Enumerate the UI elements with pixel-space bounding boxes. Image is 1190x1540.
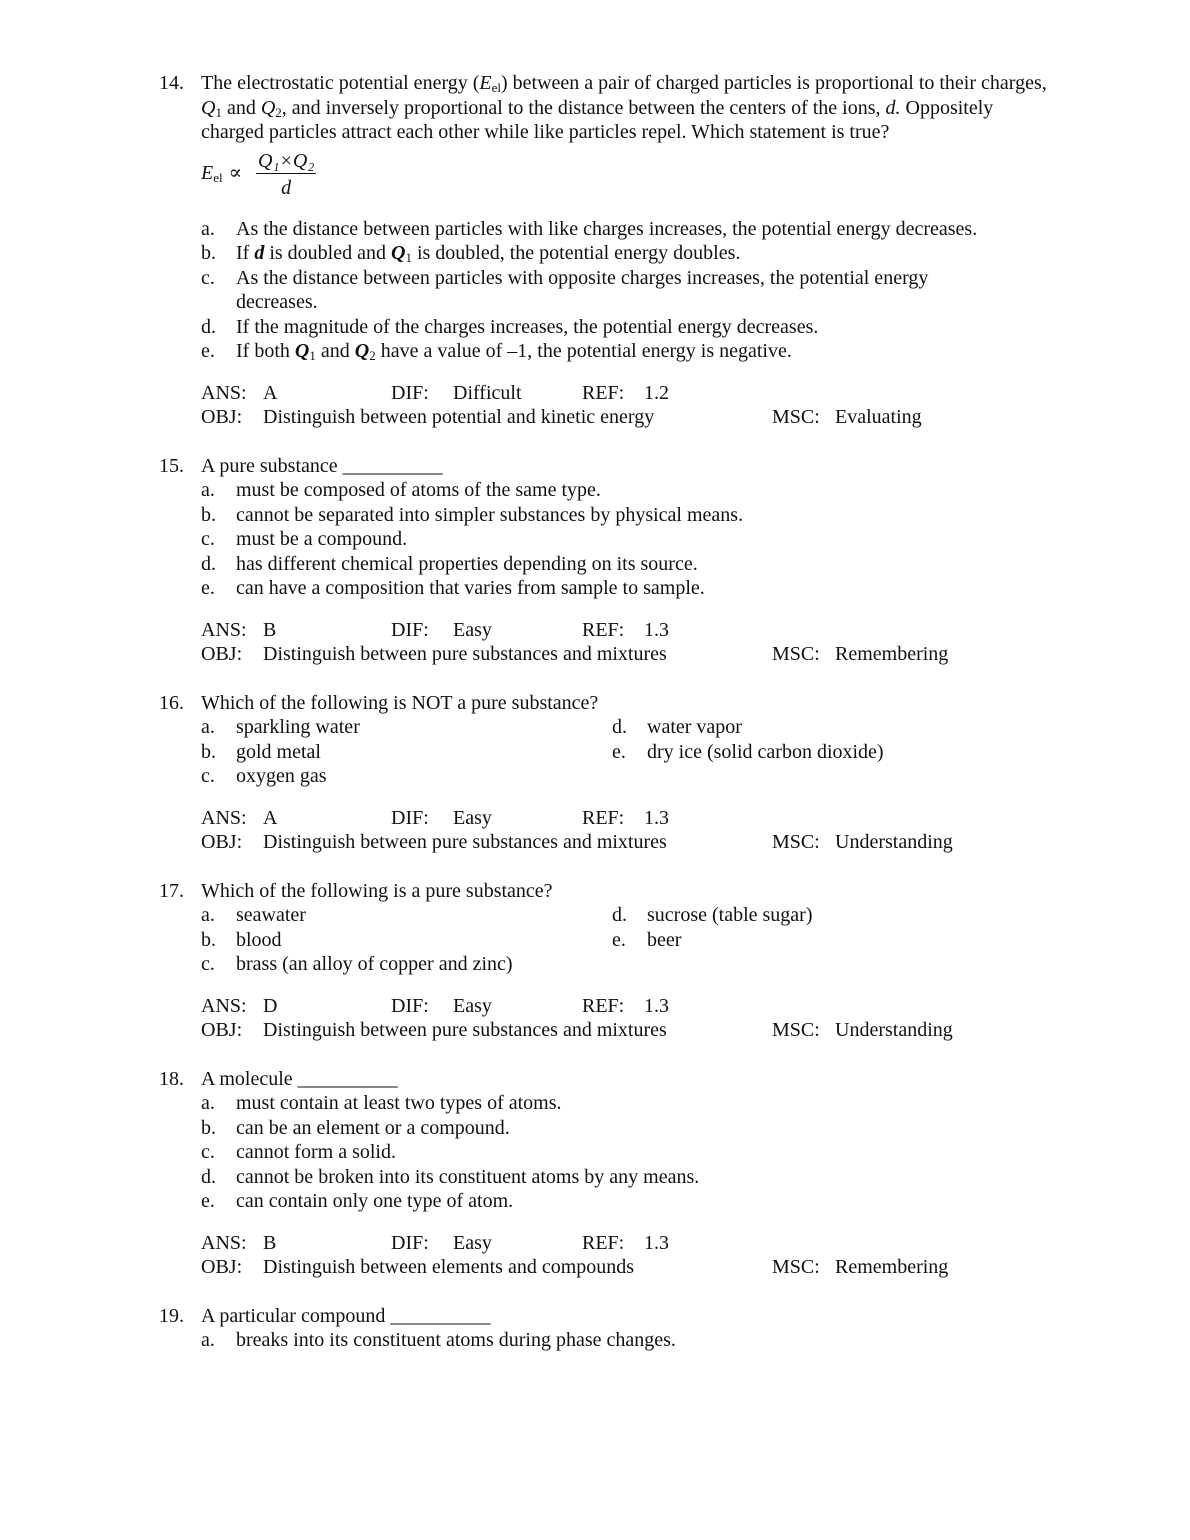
text-segment: If both [236,340,295,362]
option-a [201,217,1001,242]
question-spacer [0,667,1190,691]
difficulty-value: Difficult [453,381,522,404]
question-spacer [0,430,1190,454]
option-letter: a. [201,217,215,240]
option-text [236,928,282,953]
question-number: 18. [159,1067,184,1090]
options-list [201,903,1190,977]
msc-label: MSC: [772,643,820,665]
option-letter: a. [201,1092,215,1114]
option-text [236,576,705,601]
proportional-symbol: ∝ [228,161,243,184]
ans-label: ANS: [201,994,247,1017]
option-a [201,1091,1001,1116]
obj-label: OBJ: [201,643,243,665]
text-segment: A pure substance __________ [201,454,443,477]
option-c [201,527,1001,552]
option-text [236,1140,396,1165]
option-e [201,1189,1001,1214]
formula-lhs-symbol: E [201,161,214,184]
msc-value: Evaluating [835,406,922,428]
option-text [236,1189,513,1214]
option-d [201,1165,1001,1190]
text-segment: oxygen gas [236,765,327,787]
fraction [256,149,316,202]
question-number: 19. [159,1304,184,1327]
text-segment: The electrostatic potential energy ( [201,72,480,94]
dif-label: DIF: [391,1231,429,1254]
option-letter: d. [201,552,216,575]
option-letter: a. [201,904,215,926]
option-text [647,740,884,765]
question-stem [201,879,1051,904]
ref-label: REF: [582,381,625,404]
option-c [201,764,612,789]
option-text [236,552,698,577]
denominator: d [281,176,292,199]
ref-label: REF: [582,806,625,829]
option-b [201,241,1001,266]
answer-value: B [263,618,277,641]
objective-value: Distinguish between elements and compounds [263,1256,635,1278]
option-text [236,266,1001,315]
dif-label: DIF: [391,618,429,641]
text-segment: breaks into its constituent atoms during phase changes. [236,1329,676,1351]
option-a [201,478,1001,503]
question-17 [0,879,1190,1067]
difficulty-value: Easy [453,1231,492,1254]
reference-value: 1.3 [644,806,669,829]
msc-label: MSC: [772,406,820,428]
formula-lhs [201,161,242,186]
question-stem [201,1304,1051,1329]
question-stem [201,691,1051,716]
options-list [201,478,1190,601]
reference-value: 1.3 [644,994,669,1017]
subscript: 1 [405,250,412,265]
option-b [201,503,1001,528]
msc-value: Remembering [835,643,949,665]
option-letter: b. [201,1116,216,1139]
option-letter: a. [201,716,215,738]
answer-value: A [263,806,278,829]
option-b [201,1116,1001,1141]
option-e [612,928,1012,953]
option-text [236,1165,699,1190]
options-list [201,1091,1190,1214]
option-letter: b. [201,242,216,264]
question-15 [0,454,1190,691]
subscript: 1 [309,348,316,363]
text-segment: seawater [236,904,306,926]
option-text [236,764,327,789]
option-text [236,1328,676,1353]
text-segment: water vapor [647,716,742,738]
option-d [201,552,1001,577]
option-e [201,339,1001,364]
option-letter: d. [612,716,627,738]
option-d [612,715,1012,740]
option-letter: d. [612,904,627,926]
difficulty-value: Easy [453,994,492,1017]
option-letter: d. [201,1165,216,1188]
text-segment: blood [236,928,282,951]
bold-italic-text: d [254,242,265,264]
obj-label: OBJ: [201,1019,243,1041]
text-segment: brass (an alloy of copper and zinc) [236,953,513,975]
text-segment: beer [647,928,682,951]
dif-label: DIF: [391,994,429,1017]
option-letter: e. [201,340,215,362]
ans-label: ANS: [201,806,247,829]
option-text [236,740,321,765]
question-stem [201,1067,1051,1092]
option-b [201,740,612,765]
text-segment: A particular compound __________ [201,1304,491,1327]
bold-italic-text: Q [390,242,406,264]
ans-label: ANS: [201,381,247,404]
question-number: 15. [159,454,184,477]
text-segment: sucrose (table sugar) [647,904,813,926]
options-list [201,217,1190,364]
text-segment: has different chemical properties depending on its source. [236,552,698,575]
answer-metadata [201,994,1190,1043]
formula [201,145,1190,217]
subscript: el [491,80,502,95]
answer-value: B [263,1231,277,1254]
answer-metadata [201,1231,1190,1280]
option-b [201,928,612,953]
option-text [236,241,740,266]
text-segment: As the distance between particles with like charges increases, the potential energy decreases. [236,217,978,240]
obj-label: OBJ: [201,406,243,428]
option-letter: d. [201,315,216,338]
subscript: 1 [215,104,222,120]
reference-value: 1.3 [644,618,669,641]
option-text [236,527,407,552]
formula-lhs-subscript: el [213,169,223,185]
text-segment: is doubled, the potential energy doubles. [411,242,741,264]
numerator: Q₁×Q₂ [258,149,315,172]
option-e [612,740,1012,765]
option-text [236,315,818,340]
ref-label: REF: [582,618,625,641]
option-letter: c. [201,765,215,787]
question-spacer [0,855,1190,879]
text-segment: must be a compound. [236,528,408,550]
text-segment: , and inversely proportional to the distance between the centers of the ions, [281,96,886,119]
text-segment: sparkling water [236,716,360,738]
italic-text: d. [885,96,901,119]
option-a [201,1328,1001,1353]
text-segment: have a value of –1, the potential energy is negative. [375,340,792,362]
text-segment: and [221,96,261,119]
objective-value: Distinguish between pure substances and mixtures [263,831,667,853]
text-segment: As the distance between particles with opposite charges increases, the potential energy decreases. [236,266,929,313]
text-segment: must be composed of atoms of the same type. [236,479,601,501]
option-text [236,217,977,242]
option-letter: b. [201,928,216,951]
question-stem [201,454,1051,479]
text-segment: cannot be separated into simpler substances by physical means. [236,503,744,526]
reference-value: 1.3 [644,1231,669,1254]
objective-value: Distinguish between potential and kinetic energy [263,406,655,428]
text-segment: can have a composition that varies from sample to sample. [236,577,705,599]
answer-metadata [201,381,1190,430]
subscript: 2 [275,104,282,120]
msc-label: MSC: [772,1019,820,1041]
option-letter: a. [201,479,215,501]
option-text [236,903,306,928]
text-segment: Which of the following is a pure substance? [201,879,553,902]
answer-value: D [263,994,278,1017]
text-segment: is doubled and [264,242,391,264]
msc-value: Understanding [835,831,953,853]
italic-text: E [479,72,492,94]
msc-value: Remembering [835,1256,949,1278]
text-segment: If [236,242,255,264]
option-c [201,952,612,977]
bold-italic-text: Q [294,340,310,362]
option-text [647,715,742,740]
msc-label: MSC: [772,1256,820,1278]
option-text [236,478,601,503]
text-segment: dry ice (solid carbon dioxide) [647,740,884,763]
option-letter: c. [201,528,215,550]
subscript: 2 [369,348,376,363]
answer-value: A [263,381,278,404]
text-segment: and [315,340,355,362]
question-14 [0,71,1190,454]
question-number: 17. [159,879,184,902]
question-16 [0,691,1190,879]
option-text [647,903,813,928]
option-text [647,928,681,953]
reference-value: 1.2 [644,381,669,404]
text-segment: can contain only one type of atom. [236,1190,514,1212]
option-text [236,1116,510,1141]
italic-text: Q [201,96,216,119]
option-d [612,903,1012,928]
option-letter: e. [612,928,626,951]
msc-value: Understanding [835,1019,953,1041]
option-c [201,1140,1001,1165]
option-text [236,952,513,977]
answer-metadata [201,806,1190,855]
text-segment: Which of the following is NOT a pure substance? [201,691,599,714]
text-segment: Oppositely charged particles attract each other while like particles repel. Which statement is true? [201,96,994,143]
ans-label: ANS: [201,1231,247,1254]
obj-label: OBJ: [201,1256,243,1278]
option-a [201,715,612,740]
text-segment: must contain at least two types of atoms. [236,1092,562,1114]
answer-metadata [201,618,1190,667]
option-text [236,1091,562,1116]
dif-label: DIF: [391,381,429,404]
option-letter: c. [201,953,215,975]
question-list [0,71,1190,1353]
option-letter: a. [201,1329,215,1351]
option-text [236,715,360,740]
question-spacer [0,1043,1190,1067]
option-text [236,339,792,364]
ans-label: ANS: [201,618,247,641]
text-segment: cannot be broken into its constituent atoms by any means. [236,1165,700,1188]
option-letter: b. [201,740,216,763]
option-d [201,315,1001,340]
text-segment: ) between a pair of charged particles is proportional to their charges, [501,72,1047,94]
option-letter: c. [201,1141,215,1163]
option-a [201,903,612,928]
objective-value: Distinguish between pure substances and mixtures [263,643,667,665]
text-segment: cannot form a solid. [236,1141,396,1163]
question-number: 14. [159,72,184,94]
option-letter: c. [201,266,215,289]
options-list [201,715,1190,789]
italic-text: Q [260,96,276,119]
text-segment: A molecule __________ [201,1067,398,1090]
dif-label: DIF: [391,806,429,829]
option-letter: b. [201,503,216,526]
msc-label: MSC: [772,831,820,853]
difficulty-value: Easy [453,618,492,641]
question-number: 16. [159,691,184,714]
obj-label: OBJ: [201,831,243,853]
option-letter: e. [612,740,626,763]
question-19 [0,1304,1190,1353]
option-text [236,503,743,528]
ref-label: REF: [582,994,625,1017]
objective-value: Distinguish between pure substances and mixtures [263,1019,667,1041]
question-18 [0,1067,1190,1304]
option-letter: e. [201,577,215,599]
ref-label: REF: [582,1231,625,1254]
text-segment: can be an element or a compound. [236,1116,510,1139]
option-letter: e. [201,1190,215,1212]
option-e [201,576,1001,601]
text-segment: If the magnitude of the charges increases, the potential energy decreases. [236,315,819,338]
text-segment: gold metal [236,740,321,763]
question-stem [201,71,1051,145]
options-list [201,1328,1190,1353]
question-spacer [0,1280,1190,1304]
option-c [201,266,1001,315]
difficulty-value: Easy [453,806,492,829]
bold-italic-text: Q [354,340,370,362]
